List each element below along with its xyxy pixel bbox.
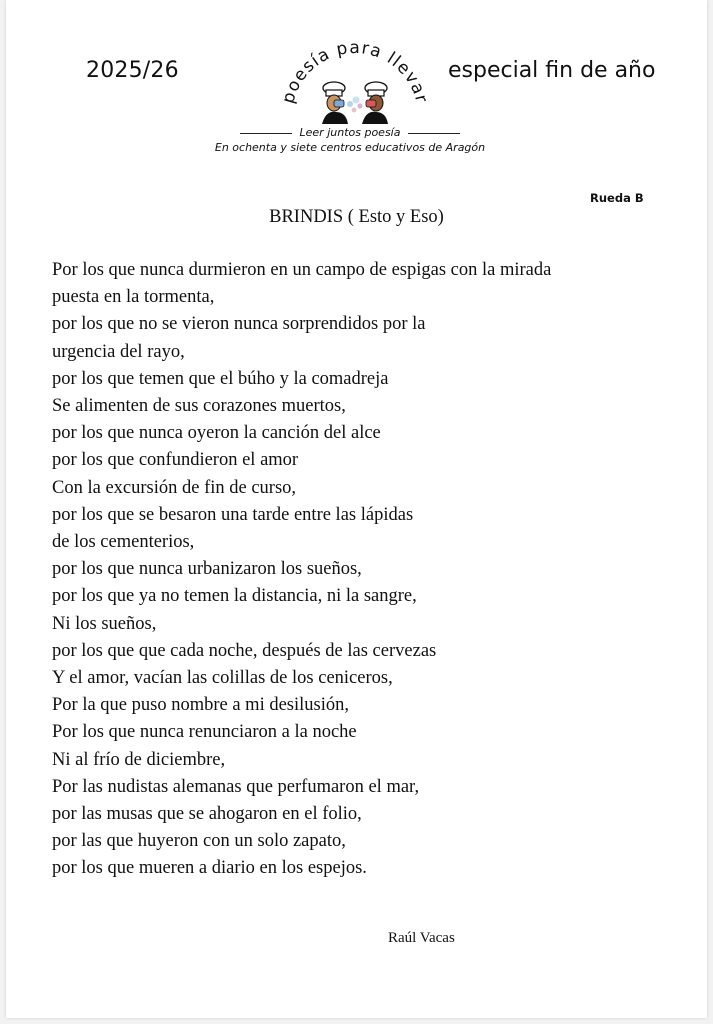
poem-line: Con la excursión de fin de curso,: [52, 477, 297, 498]
tagline-rule-left: [240, 133, 292, 134]
tagline-rule-right: [408, 133, 460, 134]
chef-left-icon: [322, 82, 348, 124]
poem-line: por los que confundieron el amor: [52, 450, 299, 471]
poem-line: por las musas que se ahogaron en el folio,: [52, 804, 362, 825]
poem-line: por los que temen que el búho y la comadreja: [52, 368, 389, 389]
chef-right-icon: [362, 82, 388, 124]
poem-author: Raúl Vacas: [388, 930, 455, 946]
poem-line: por los que nunca oyeron la canción del alce: [52, 423, 381, 444]
logo-tagline: [220, 126, 480, 139]
logo-arc-text: poesía para llevar: [278, 37, 432, 106]
edition-label: especial fin de año: [448, 58, 656, 83]
poem-line: urgencia del rayo,: [52, 341, 185, 362]
poem-line: Ni al frío de diciembre,: [52, 749, 226, 770]
poem-line: puesta en la tormenta,: [52, 287, 215, 308]
poem-line: por los que no se vieron nunca sorprendidos por la: [52, 314, 426, 335]
poem-line: Y el amor, vacían las colillas de los ceniceros,: [52, 668, 393, 689]
school-year: 2025/26: [86, 58, 179, 83]
poem-line: por las que huyeron con un solo zapato,: [52, 831, 346, 852]
poesia-para-llevar-logo: [270, 20, 440, 126]
poem-line: Ni los sueños,: [52, 613, 157, 634]
logo-subtitle: En ochenta y siete centros educativos de Aragón: [214, 141, 486, 154]
poem-line: Se alimenten de sus corazones muertos,: [52, 396, 346, 417]
poem-line: por los que ya no temen la distancia, ni la sangre,: [52, 586, 417, 607]
poem-title: BRINDIS ( Esto y Eso): [269, 207, 444, 227]
poem-line: por los que se besaron una tarde entre las lápidas: [52, 504, 414, 525]
poem-line: Por la que puso nombre a mi desilusión,: [52, 695, 349, 716]
poem-line: por los que nunca urbanizaron los sueños,: [52, 559, 362, 580]
tagline-text: Leer juntos poesía: [299, 126, 401, 139]
poem-body: [52, 257, 551, 883]
poem-line: por los que mueren a diario en los espejos.: [52, 858, 367, 879]
poem-line: Por los que nunca durmieron en un campo de espigas con la mirada: [52, 260, 552, 280]
poem-line: Por las nudistas alemanas que perfumaron el mar,: [52, 776, 420, 797]
poem-line: Por los que nunca renunciaron a la noche: [52, 722, 357, 743]
poem-line: de los cementerios,: [52, 532, 195, 553]
group-label: Rueda B: [590, 191, 644, 205]
poem-line: por los que que cada noche, después de las cervezas: [52, 640, 437, 661]
steam-icon: [347, 97, 363, 113]
